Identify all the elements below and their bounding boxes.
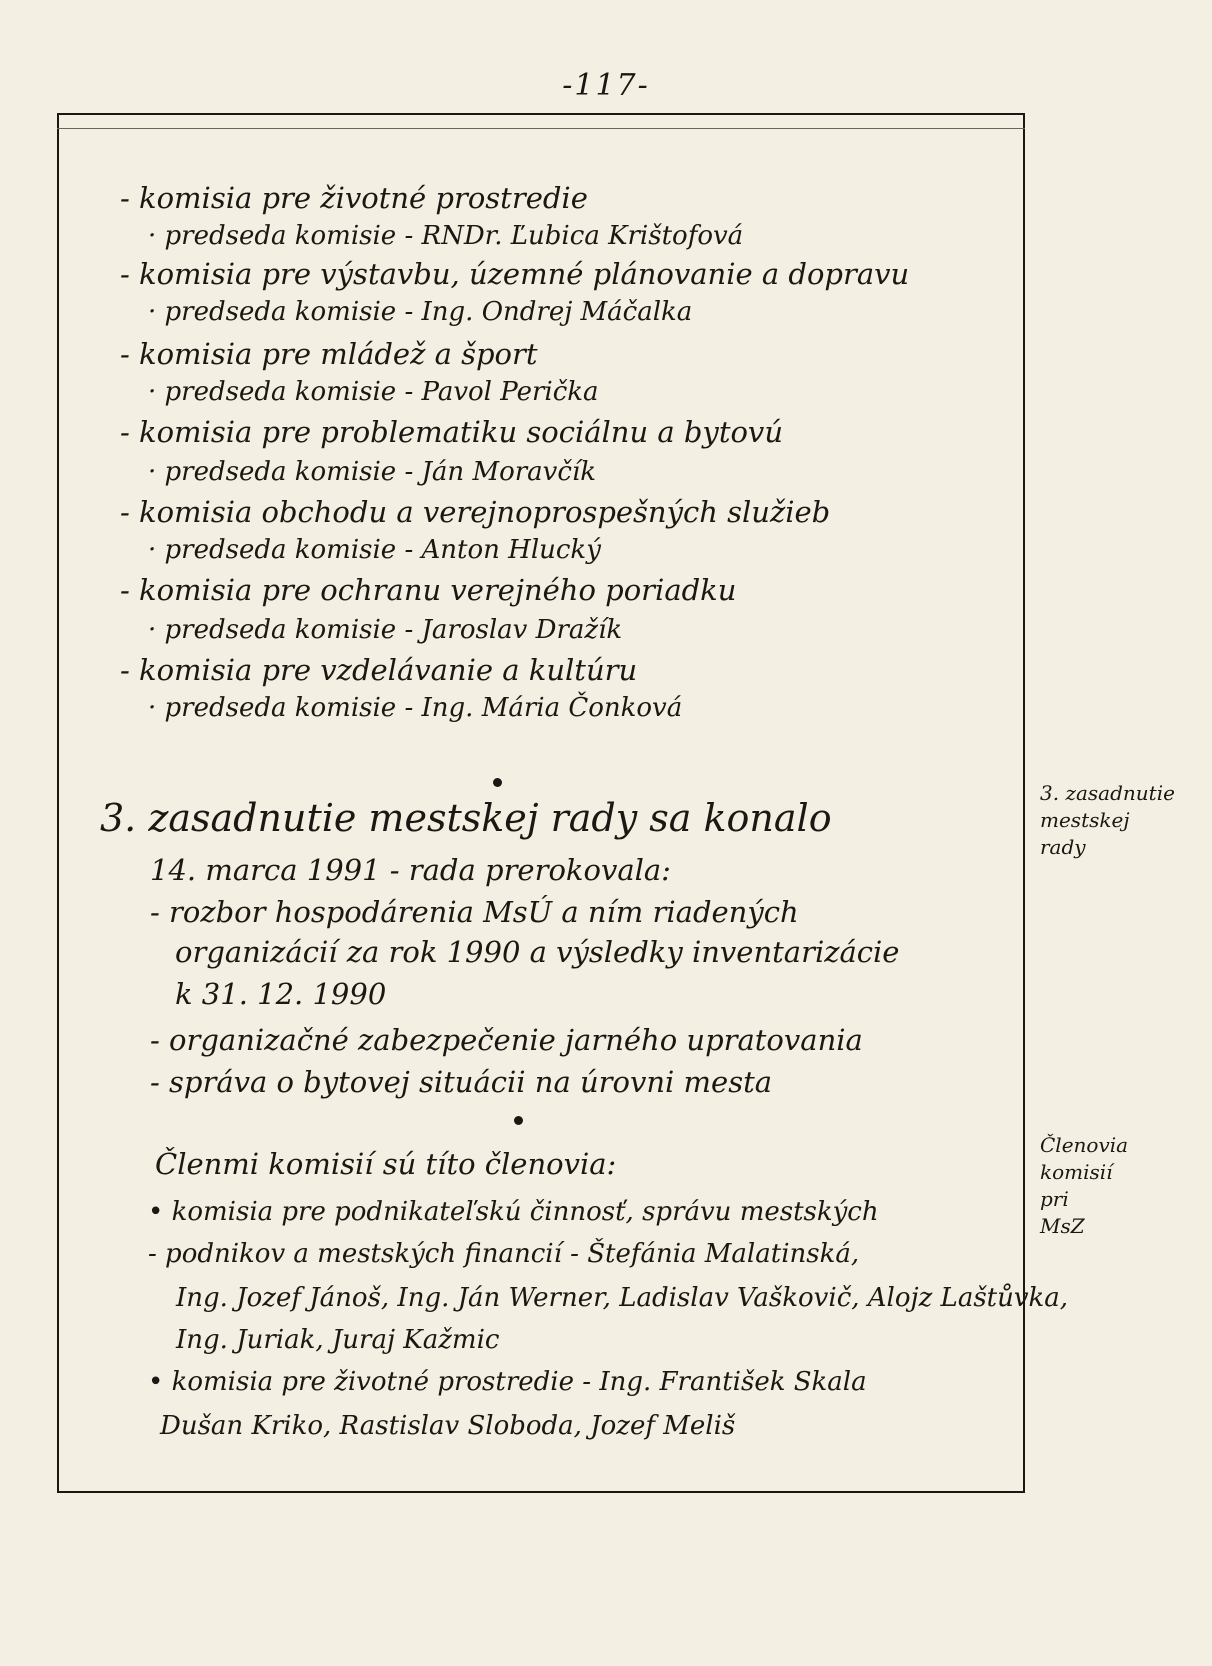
commission-title: - komisia pre ochranu verejného poriadku: [120, 573, 737, 607]
commission-chair: · predseda komisie - Jaroslav Dražík: [148, 615, 623, 645]
margin-note-line: rady: [1040, 835, 1086, 859]
page-number: -117-: [562, 68, 650, 103]
meeting-item: k 31. 12. 1990: [175, 977, 387, 1011]
members-line: • komisia pre podnikateľskú činnosť, správu mestských: [148, 1197, 879, 1227]
commission-title: - komisia pre problematiku sociálnu a bytovú: [120, 415, 783, 449]
frame-top-rule: [57, 128, 1025, 129]
commission-title: - komisia obchodu a verejnoprospešných služieb: [120, 495, 831, 529]
margin-note-line: 3. zasadnutie: [1040, 781, 1175, 805]
commission-chair: · predseda komisie - Ing. Ondrej Máčalka: [148, 297, 693, 327]
margin-note-line: Členovia: [1040, 1133, 1129, 1157]
margin-note-line: komisií: [1040, 1160, 1113, 1184]
commission-chair: · predseda komisie - Ing. Mária Čonková: [148, 693, 683, 723]
margin-note-meeting: [1040, 780, 1175, 861]
commission-chair: · predseda komisie - Ján Moravčík: [148, 457, 596, 487]
members-line: Dušan Kriko, Rastislav Sloboda, Jozef Meliš: [160, 1411, 736, 1441]
meeting-item: organizácií za rok 1990 a výsledky inventarizácie: [175, 935, 900, 969]
commission-chair: · predseda komisie - Anton Hlucký: [148, 535, 601, 565]
members-line: • komisia pre životné prostredie - Ing. František Skala: [148, 1367, 867, 1397]
members-line: - podnikov a mestských financií - Štefánia Malatinská,: [148, 1239, 860, 1269]
meeting-item: - organizačné zabezpečenie jarného upratovania: [150, 1023, 863, 1057]
margin-note-line: pri: [1040, 1187, 1069, 1211]
meeting-item: - správa o bytovej situácii na úrovni mesta: [150, 1065, 773, 1099]
commission-chair: · predseda komisie - Pavol Perička: [148, 377, 599, 407]
commission-title: - komisia pre mládež a šport: [120, 337, 538, 371]
members-heading: Členmi komisií sú títo členovia:: [155, 1147, 617, 1181]
commission-chair: · predseda komisie - RNDr. Ľubica Krištofová: [148, 221, 744, 251]
commission-title: - komisia pre vzdelávanie a kultúru: [120, 653, 638, 687]
meeting-heading: 3. zasadnutie mestskej rady sa konalo: [100, 796, 832, 840]
section-separator-dot: [514, 1116, 523, 1125]
members-line: Ing. Jozef Jánoš, Ing. Ján Werner, Ladislav Vaškovič, Alojz Laštůvka,: [176, 1283, 1069, 1313]
section-separator-dot: [493, 778, 502, 787]
margin-note-line: mestskej: [1040, 808, 1130, 832]
margin-note-members: [1040, 1132, 1128, 1240]
commission-title: - komisia pre životné prostredie: [120, 181, 588, 215]
meeting-item: - rozbor hospodárenia MsÚ a ním riadených: [150, 895, 799, 929]
commission-title: - komisia pre výstavbu, územné plánovanie a dopravu: [120, 257, 910, 291]
meeting-date-line: 14. marca 1991 - rada prerokovala:: [150, 853, 671, 887]
margin-note-line: MsZ: [1040, 1214, 1085, 1238]
members-line: Ing. Juriak, Juraj Kažmic: [176, 1325, 500, 1355]
